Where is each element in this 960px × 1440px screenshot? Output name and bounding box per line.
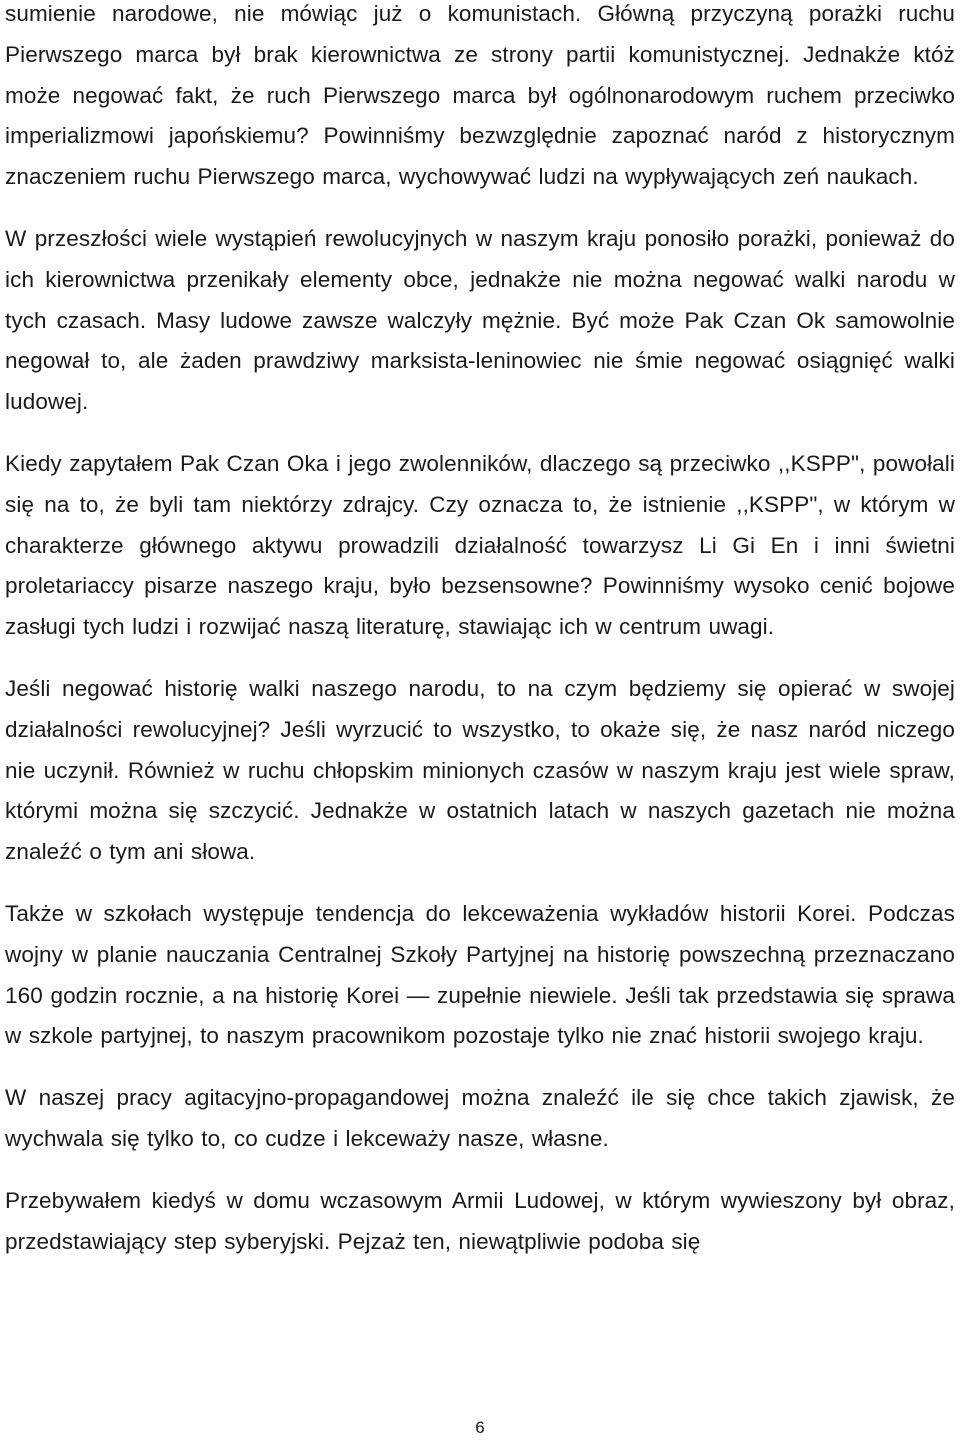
paragraph: sumienie narodowe, nie mówiąc już o komunistach. Główną przyczyną porażki ruchu Pierwszego marca był brak kierownictwa ze strony partii komunistycznej. Jednakże któż może negować fakt, że ruch Pierwszego marca był ogólnonarodowym ruchem przeciwko imperializmowi japońskiemu? Powinniśmy bezwzględnie zapoznać naród z historycznym znaczeniem ruchu Pierwszego marca, wychowywać ludzi na wypływających zeń naukach. [5,1,955,190]
paragraph: Przebywałem kiedyś w domu wczasowym Armii Ludowej, w którym wywieszony był obraz, przedstawiający step syberyjski. Pejzaż ten, niewątpliwie podoba się [5,1187,955,1254]
paragraph: Także w szkołach występuje tendencja do lekceważenia wykładów historii Korei. Podczas wojny w planie nauczania Centralnej Szkoły Partyjnej na historię powszechną przeznaczano 160 godzin rocznie, a na historię Korei — zupełnie niewiele. Jeśli tak przedstawia się sprawa w szkole partyjnej, to naszym pracownikom pozostaje tylko nie znać historii swojego kraju. [5,900,955,1049]
paragraph: Kiedy zapytałem Pak Czan Oka i jego zwolenników, dlaczego są przeciwko ,,KSPP", powołali się na to, że byli tam niektórzy zdrajcy. Czy oznacza to, że istnienie ,,KSPP", w którym w charakterze głównego aktywu prowadzili działalność towarzysz Li Gi En i inni świetni proletariaccy pisarze naszego kraju, było bezsensowne? Powinniśmy wysoko cenić bojowe zasługi tych ludzi i rozwijać naszą literaturę, stawiając ich w centrum uwagi. [5,450,955,640]
paragraph: W naszej pracy agitacyjno-propagandowej można znaleźć ile się chce takich zjawisk, że wychwala się tylko to, co cudze i lekceważy nasze, własne. [5,1085,955,1151]
page-number: 6 [475,1418,485,1437]
paragraph: Jeśli negować historię walki naszego narodu, to na czym będziemy się opierać w swojej działalności rewolucyjnej? Jeśli wyrzucić to wszystko, to okaże się, że nasz naród niczego nie uczynił. Również w ruchu chłopskim minionych czasów w naszym kraju jest wiele spraw, którymi można się szczycić. Jednakże w ostatnich latach w naszych gazetach nie można znaleźć o tym ani słowa. [5,675,955,865]
paragraph: W przeszłości wiele wystąpień rewolucyjnych w naszym kraju ponosiło porażki, ponieważ do ich kierownictwa przenikały elementy obce, jednakże nie można negować walki narodu w tych czasach. Masy ludowe zawsze walczyły mężnie. Być może Pak Czan Ok samowolnie negował to, ale żaden prawdziwy marksista-leninowiec nie śmie negować osiągnięć walki ludowej. [5,225,955,415]
document-page [5,0,955,1283]
